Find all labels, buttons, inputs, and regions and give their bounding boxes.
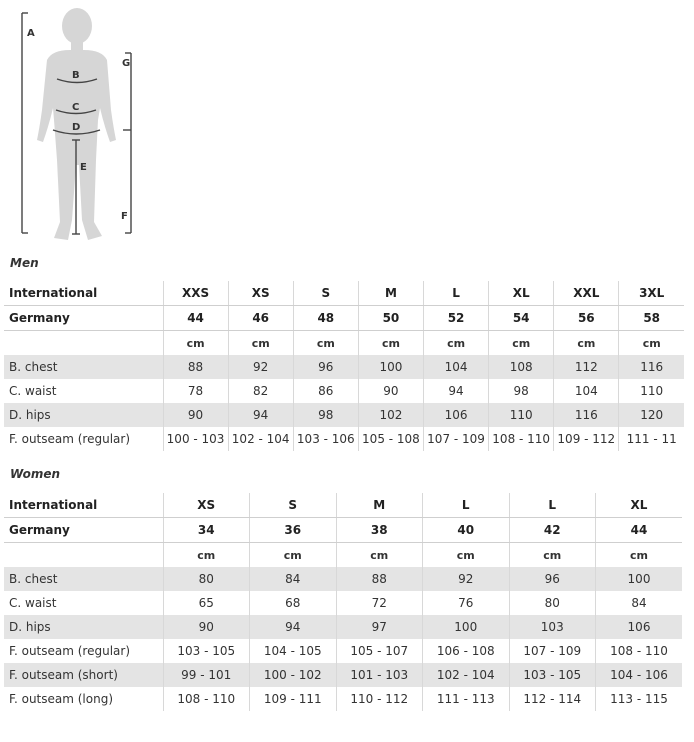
table-cell: 68 <box>250 591 337 615</box>
table-cell: 102 - 104 <box>423 663 510 687</box>
table-cell: 100 - 102 <box>250 663 337 687</box>
measurement-row <box>4 591 682 615</box>
table-cell: 90 <box>163 615 250 639</box>
table-cell: 108 - 110 <box>163 687 250 711</box>
table-cell: 50 <box>358 306 423 331</box>
table-cell: XL <box>596 493 683 518</box>
table-cell: 108 - 110 <box>596 639 683 663</box>
table-cell: 40 <box>423 518 510 543</box>
table-cell: 99 - 101 <box>163 663 250 687</box>
table-cell: 112 <box>554 355 619 379</box>
table-cell: 100 <box>423 615 510 639</box>
table-cell: 46 <box>228 306 293 331</box>
measurement-row <box>4 663 682 687</box>
table-cell: cm <box>336 543 423 568</box>
table-cell: 110 <box>489 403 554 427</box>
label-f: F <box>121 211 128 222</box>
row-label: F. outseam (long) <box>9 692 114 706</box>
table-cell: L <box>423 493 510 518</box>
table-cell: 80 <box>509 591 596 615</box>
table-cell: 34 <box>163 518 250 543</box>
table-cell: cm <box>489 331 554 356</box>
table-cell: 98 <box>489 379 554 403</box>
international-size-row <box>4 281 684 306</box>
table-cell: 104 <box>554 379 619 403</box>
table-cell: 112 - 114 <box>509 687 596 711</box>
measurement-row <box>4 379 684 403</box>
table-cell: cm <box>250 543 337 568</box>
table-cell: 96 <box>509 567 596 591</box>
table-cell: 80 <box>163 567 250 591</box>
table-cell: 100 <box>596 567 683 591</box>
row-label: B. chest <box>4 355 163 379</box>
measurement-row <box>4 427 684 451</box>
row-label: D. hips <box>4 403 163 427</box>
table-cell: 110 - 112 <box>336 687 423 711</box>
table-cell: 108 <box>489 355 554 379</box>
table-cell: 116 <box>554 403 619 427</box>
table-cell: 86 <box>293 379 358 403</box>
table-cell: 88 <box>336 567 423 591</box>
international-size-row <box>4 493 682 518</box>
table-cell: M <box>358 281 423 306</box>
label-c: C <box>72 102 80 113</box>
table-cell: 105 - 107 <box>336 639 423 663</box>
label-g: G <box>122 58 131 69</box>
table-cell: 36 <box>250 518 337 543</box>
table-cell: 111 - 113 <box>423 687 510 711</box>
table-cell: 56 <box>554 306 619 331</box>
table-cell: 88 <box>163 355 228 379</box>
table-cell: 92 <box>228 355 293 379</box>
women-section-title: Women <box>10 467 61 481</box>
table-cell: 42 <box>509 518 596 543</box>
row-label: D. hips <box>4 615 163 639</box>
table-cell: S <box>250 493 337 518</box>
table-cell: 108 - 110 <box>489 427 554 451</box>
table-cell: 48 <box>293 306 358 331</box>
table-cell: cm <box>424 331 489 356</box>
table-cell: 107 - 109 <box>424 427 489 451</box>
unit-row <box>4 543 682 568</box>
table-cell: cm <box>163 331 228 356</box>
table-cell: 102 <box>358 403 423 427</box>
row-label: F. outseam (regular) <box>9 432 131 446</box>
table-cell: 103 <box>509 615 596 639</box>
men-section-title: Men <box>10 256 39 270</box>
germany-size-row <box>4 518 682 543</box>
row-label: C. waist <box>9 384 57 398</box>
table-cell: M <box>336 493 423 518</box>
table-cell: 120 <box>619 403 684 427</box>
men-size-table <box>4 281 684 451</box>
table-cell: 65 <box>163 591 250 615</box>
table-cell: 111 - 11 <box>619 427 684 451</box>
measurement-row <box>4 615 682 639</box>
table-cell: 94 <box>424 379 489 403</box>
table-cell: cm <box>358 331 423 356</box>
table-cell: XXS <box>163 281 228 306</box>
table-cell: cm <box>163 543 250 568</box>
table-cell: 109 - 111 <box>250 687 337 711</box>
table-cell: 3XL <box>619 281 684 306</box>
row-label: F. outseam (short) <box>4 663 163 687</box>
table-cell: 103 - 106 <box>293 427 358 451</box>
table-cell: 97 <box>336 615 423 639</box>
row-label: International <box>4 493 163 518</box>
table-cell: 113 - 115 <box>596 687 683 711</box>
unit-row <box>4 331 684 356</box>
label-d: D <box>72 122 81 133</box>
table-cell: 44 <box>163 306 228 331</box>
table-cell: 110 <box>619 379 684 403</box>
row-label: International <box>4 281 163 306</box>
measurement-row <box>4 639 682 663</box>
table-cell: 101 - 103 <box>336 663 423 687</box>
table-cell: L <box>424 281 489 306</box>
table-cell: 78 <box>163 379 228 403</box>
table-cell: XXL <box>554 281 619 306</box>
row-label <box>4 331 163 356</box>
row-label: Germany <box>4 518 163 543</box>
table-cell: 100 <box>358 355 423 379</box>
table-cell: 100 - 103 <box>163 427 228 451</box>
table-cell: 98 <box>293 403 358 427</box>
table-cell: 104 <box>424 355 489 379</box>
table-cell: S <box>293 281 358 306</box>
table-cell: 52 <box>424 306 489 331</box>
table-cell: XS <box>228 281 293 306</box>
table-cell: 116 <box>619 355 684 379</box>
measurement-row <box>4 687 682 711</box>
germany-size-row <box>4 306 684 331</box>
table-cell: L <box>509 493 596 518</box>
row-label: C. waist <box>9 596 57 610</box>
table-cell: 96 <box>293 355 358 379</box>
table-cell: cm <box>509 543 596 568</box>
table-cell: 90 <box>358 379 423 403</box>
table-cell: 82 <box>228 379 293 403</box>
body-measurement-figure <box>0 0 160 250</box>
table-cell: cm <box>619 331 684 356</box>
measurement-row <box>4 567 682 591</box>
table-cell: 38 <box>336 518 423 543</box>
table-cell: 84 <box>250 567 337 591</box>
table-cell: 94 <box>250 615 337 639</box>
table-cell: 92 <box>423 567 510 591</box>
table-cell: cm <box>596 543 683 568</box>
measurement-row <box>4 403 684 427</box>
table-cell: 44 <box>596 518 683 543</box>
table-cell: cm <box>293 331 358 356</box>
table-cell: XS <box>163 493 250 518</box>
table-cell: cm <box>554 331 619 356</box>
table-cell: cm <box>228 331 293 356</box>
table-cell: 58 <box>619 306 684 331</box>
row-label: Germany <box>4 306 163 331</box>
table-cell: 72 <box>336 591 423 615</box>
row-label: F. outseam (regular) <box>9 644 131 658</box>
table-cell: 107 - 109 <box>509 639 596 663</box>
table-cell: 94 <box>228 403 293 427</box>
measurement-row <box>4 355 684 379</box>
row-label <box>4 543 163 568</box>
table-cell: 106 <box>596 615 683 639</box>
table-cell: 84 <box>596 591 683 615</box>
label-a: A <box>27 28 35 39</box>
row-label: B. chest <box>4 567 163 591</box>
label-e: E <box>80 162 87 173</box>
table-cell: 105 - 108 <box>358 427 423 451</box>
table-cell: XL <box>489 281 554 306</box>
table-cell: 109 - 112 <box>554 427 619 451</box>
table-cell: 104 - 106 <box>596 663 683 687</box>
table-cell: 106 <box>424 403 489 427</box>
women-size-table <box>4 493 682 711</box>
table-cell: 104 - 105 <box>250 639 337 663</box>
table-cell: 90 <box>163 403 228 427</box>
label-b: B <box>72 70 80 81</box>
table-cell: 106 - 108 <box>423 639 510 663</box>
table-cell: 103 - 105 <box>163 639 250 663</box>
table-cell: cm <box>423 543 510 568</box>
table-cell: 103 - 105 <box>509 663 596 687</box>
table-cell: 76 <box>423 591 510 615</box>
table-cell: 102 - 104 <box>228 427 293 451</box>
table-cell: 54 <box>489 306 554 331</box>
